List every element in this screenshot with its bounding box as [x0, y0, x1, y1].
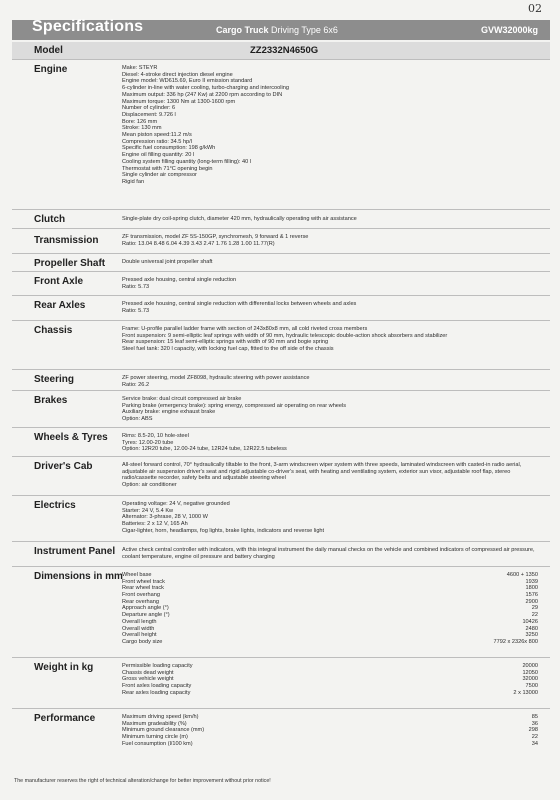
spec-table	[12, 42, 550, 761]
dimension-item	[122, 579, 538, 586]
dimension-value: 7792 x 2326x 800	[493, 638, 538, 645]
spec-header-bar	[12, 20, 550, 40]
dimension-item	[122, 605, 538, 612]
performance-item	[122, 734, 538, 741]
drivers-cab-specs	[122, 462, 538, 489]
rear-axles-specs	[122, 301, 538, 314]
engine-line: Single cylinder air compressor	[122, 172, 197, 179]
dimension-item	[122, 626, 538, 633]
page-title: Specifications	[32, 18, 144, 35]
wheels-tyres-line: Tyres: 12.00-20 tube	[122, 439, 174, 446]
performance-name: Maximum driving speed (km/h)	[122, 714, 199, 720]
chassis-row	[12, 320, 550, 369]
engine-label: Engine	[34, 64, 68, 75]
performance-item	[122, 714, 538, 721]
gvw-label: GVW32000kg	[480, 25, 538, 35]
weight-item	[122, 670, 538, 677]
brakes-line: Parking brake (emergency brake): spring energy, compressed air operating on rear wheels	[122, 402, 347, 409]
chassis-line: Steel fuel tank: 320 l capacity, with locking fuel cap, fitted to the off side of the chassis	[122, 346, 334, 353]
wheels-tyres-line: Option: 12R20 tube, 12.00-24 tube, 12R24 tube, 12R22.5 tubeless	[122, 446, 287, 453]
dimension-item	[122, 599, 538, 606]
front-axle-specs	[122, 277, 538, 290]
propeller-shaft-row	[12, 253, 550, 271]
dimension-name: Rear overhang	[122, 598, 160, 605]
chassis-line: Rear suspension: 15 leaf semi-elliptic springs with width of 90 mm and bogie spring	[122, 339, 329, 346]
dimension-name: Overall width	[122, 625, 155, 632]
weight-specs	[122, 663, 538, 696]
dimension-value: 10426	[522, 618, 538, 625]
electrics-line: Starter: 24 V, 5.4 Kw	[122, 507, 174, 514]
wheels-tyres-row	[12, 427, 550, 456]
performance-name: Minimum turning circle (m)	[122, 734, 188, 741]
engine-line: Mean piston speed:11.2 m/s	[122, 132, 192, 139]
clutch-label: Clutch	[34, 214, 66, 225]
engine-line: 6-cylinder in-line with water cooling, turbo-charging and intercooling	[122, 85, 289, 92]
clutch-row	[12, 209, 550, 228]
transmission-label: Transmission	[34, 235, 99, 246]
dimension-name: Overall height	[122, 632, 157, 639]
propeller-shaft-specs	[122, 259, 538, 266]
dimension-name: Approach angle (°)	[122, 605, 169, 612]
front-axle-line: Ratio: 5.73	[122, 283, 150, 290]
brakes-specs	[122, 396, 538, 423]
performance-label: Performance	[34, 713, 96, 724]
drivers-cab-row	[12, 456, 550, 495]
electrics-line: Batteries: 2 x 12 V, 165 Ah	[122, 521, 188, 528]
engine-line: Stroke: 130 mm	[122, 125, 162, 132]
drivers-cab-text: All-steel forward control, 70° hydraulically tiltable to the front, 3-arm windscreen wiper system with three speeds, laminated windscreen with casted-in radio aerial, adjustable air suspension driver's seat and rigid adjustable co-driver's seat, with heating and ventilating system, exterior sun visor, adjustable roof flap, stereo radio/cassette recorder, safety belts and adjustable steering wheel	[122, 462, 522, 482]
front-axle-line: Pressed axle housing, central single reduction	[122, 277, 237, 283]
engine-line: Compression ratio: 34.5 hp/l	[122, 138, 192, 145]
vehicle-name: Cargo Truck	[216, 25, 269, 35]
performance-item	[122, 727, 538, 734]
footnote: The manufacturer reserves the right of technical alteration/change for better improvement without prior notice!	[14, 778, 271, 784]
engine-line: Number of cylinder: 6	[122, 105, 176, 112]
wheels-tyres-label: Wheels & Tyres	[34, 432, 108, 443]
model-row	[12, 42, 550, 59]
chassis-line: Front suspension: 9 semi-elliptic leaf springs with width of 90 mm, hydraulic telescopic double-action shock absorbers and stabilizer	[122, 332, 448, 339]
brakes-row	[12, 390, 550, 427]
engine-line: Displacement: 9.726 l	[122, 111, 176, 118]
model-label: Model	[34, 45, 63, 56]
dimension-item	[122, 585, 538, 592]
chassis-line: Frame: U-profile parallel ladder frame with section of 243x80x8 mm, all cold riveted cross members	[122, 326, 368, 332]
electrics-specs	[122, 501, 538, 535]
brakes-label: Brakes	[34, 395, 68, 406]
dimension-item	[122, 632, 538, 639]
weight-item	[122, 683, 538, 690]
dimension-item	[122, 619, 538, 626]
performance-value: 34	[531, 740, 538, 747]
engine-line: Specific fuel consumption: 198 g/kWh	[122, 145, 216, 152]
dimension-name: Wheel base	[122, 572, 152, 578]
wheels-tyres-specs	[122, 433, 538, 453]
dimension-value: 1800	[525, 585, 538, 592]
weight-value: 32000	[522, 676, 538, 683]
electrics-line: Alternator: 3-phrase, 28 V, 1000 W	[122, 514, 208, 521]
brakes-line: Auxiliary brake: engine exhaust brake	[122, 409, 216, 416]
weight-item	[122, 663, 538, 670]
weight-value: 20000	[522, 663, 538, 669]
page-number: 02	[528, 2, 542, 15]
instrument-panel-label: Instrument Panel	[34, 546, 116, 557]
steering-row	[12, 369, 550, 390]
dimension-value: 1576	[525, 592, 538, 599]
rear-axles-label: Rear Axles	[34, 300, 86, 311]
instrument-panel-specs	[122, 547, 538, 560]
engine-line: Thermostat with 71°C opening begin	[122, 165, 213, 172]
instrument-panel-text: Active check central controller with indicators, with this integral instrument the daily manual checks on the vehicle and combined indicators of compressed air pressure, coolant temperature, engine oil pressure and battery charging	[122, 547, 535, 560]
dimension-value: 1939	[525, 578, 538, 585]
engine-row	[12, 59, 550, 209]
weight-name: Front axles loading capacity	[122, 683, 192, 690]
engine-line: Maximum torque: 1300 Nm at 1300-1600 rpm	[122, 98, 236, 105]
dimension-item	[122, 612, 538, 619]
drivers-cab-option: Option: air conditioner	[122, 482, 177, 489]
transmission-specs	[122, 234, 538, 247]
dimension-item	[122, 592, 538, 599]
clutch-specs	[122, 216, 538, 223]
propeller-shaft-line: Double universal joint propeller shaft	[122, 259, 213, 265]
dimensions-row	[12, 566, 550, 657]
instrument-panel-row	[12, 541, 550, 566]
engine-line: Make: STEYR	[122, 65, 158, 71]
steering-line: Ratio: 26.2	[122, 381, 150, 388]
rear-axles-line: Pressed axle housing, central single reduction with differential locks between wheels and axles	[122, 301, 357, 307]
performance-item	[122, 721, 538, 728]
dimension-value: 4600 + 1350	[506, 572, 538, 578]
performance-specs	[122, 714, 538, 747]
dimension-name: Front overhang	[122, 592, 160, 599]
weight-name: Rear axles loading capacity	[122, 689, 191, 696]
weight-row	[12, 657, 550, 708]
weight-name: Gross vehicle weight	[122, 676, 174, 683]
engine-line: Engine model: WD615.69, Euro II emission standard	[122, 78, 253, 85]
electrics-line: Operating voltage: 24 V, negative grounded	[122, 501, 230, 507]
electrics-row	[12, 495, 550, 541]
dimension-item	[122, 572, 538, 579]
steering-line: ZF power steering, model ZF8098, hydraulic steering with power assistance	[122, 375, 310, 381]
brakes-line: Service brake: dual circuit compressed air brake	[122, 396, 242, 402]
chassis-specs	[122, 326, 538, 353]
dimension-value: 2480	[525, 625, 538, 632]
wheels-tyres-line: Rims: 8.5-20, 10 hole-steel	[122, 433, 189, 439]
dimension-value: 3250	[525, 632, 538, 639]
engine-line: Rigid fan	[122, 178, 145, 185]
dimension-name: Cargo body size	[122, 638, 163, 645]
drivers-cab-label: Driver's Cab	[34, 461, 93, 472]
drive-type: Driving Type 6x6	[271, 25, 338, 35]
dimensions-label: Dimensions in mm	[34, 571, 123, 582]
performance-name: Minimum ground clearance (mm)	[122, 727, 205, 734]
dimension-value: 22	[531, 612, 538, 619]
performance-name: Maximum gradeability (%)	[122, 720, 187, 727]
rear-axles-row	[12, 295, 550, 320]
weight-value: 12050	[522, 669, 538, 676]
dimension-value: 2900	[525, 598, 538, 605]
performance-value: 85	[531, 714, 538, 720]
electrics-line: Cigar-lighter, horn, headlamps, fog lights, brake lights, indicators and reverse light	[122, 527, 325, 534]
engine-line: Engine oil filling quantity: 20 l	[122, 152, 195, 159]
dimension-name: Overall length	[122, 618, 157, 625]
brakes-line: Option: ABS	[122, 416, 153, 423]
engine-line: Bore: 126 mm	[122, 118, 158, 125]
performance-value: 298	[528, 727, 538, 734]
transmission-line: Ratio: 13.04 8.48 6.04 4.39 3.43 2.47 1.76 1.28 1.00 11.77(R)	[122, 240, 275, 247]
weight-item	[122, 690, 538, 697]
vehicle-type	[216, 25, 338, 35]
transmission-row	[12, 228, 550, 253]
weight-value: 2 x 13000	[513, 689, 538, 696]
dimensions-specs	[122, 572, 538, 646]
engine-line: Cooling system filling quantity (long-term filling): 40 l	[122, 158, 252, 165]
steering-label: Steering	[34, 374, 75, 385]
electrics-label: Electrics	[34, 500, 76, 511]
front-axle-label: Front Axle	[34, 276, 84, 287]
rear-axles-line: Ratio: 5.73	[122, 307, 150, 314]
weight-name: Chassis dead weight	[122, 669, 174, 676]
dimension-item	[122, 639, 538, 646]
dimension-value: 29	[531, 605, 538, 612]
propeller-shaft-label: Propeller Shaft	[34, 258, 106, 269]
weight-label: Weight in kg	[34, 662, 94, 673]
performance-value: 22	[531, 734, 538, 741]
weight-name: Permissible loading capacity	[122, 663, 193, 669]
dimension-name: Departure angle (°)	[122, 612, 170, 619]
steering-specs	[122, 375, 538, 388]
dimension-name: Rear wheel track	[122, 585, 164, 592]
chassis-label: Chassis	[34, 325, 73, 336]
performance-name: Fuel consumption (l/100 km)	[122, 740, 193, 747]
performance-item	[122, 741, 538, 748]
weight-value: 7500	[525, 683, 538, 690]
performance-row	[12, 708, 550, 761]
dimension-name: Front wheel track	[122, 578, 165, 585]
engine-line: Diesel: 4-stroke direct injection diesel engine	[122, 71, 233, 78]
front-axle-row	[12, 271, 550, 295]
clutch-line: Single-plate dry coil-spring clutch, diameter 420 mm, hydraulically operating with air assistance	[122, 216, 357, 222]
weight-item	[122, 676, 538, 683]
engine-specs	[122, 65, 538, 186]
transmission-line: ZF transmission, model ZF 5S-150GP, synchromesh, 9 forward & 1 reverse	[122, 234, 309, 240]
model-value: ZZ2332N4650G	[250, 45, 319, 56]
performance-value: 36	[531, 720, 538, 727]
engine-line: Maximum output: 336 hp (247 Kw) at 2200 rpm according to DIN	[122, 91, 283, 98]
